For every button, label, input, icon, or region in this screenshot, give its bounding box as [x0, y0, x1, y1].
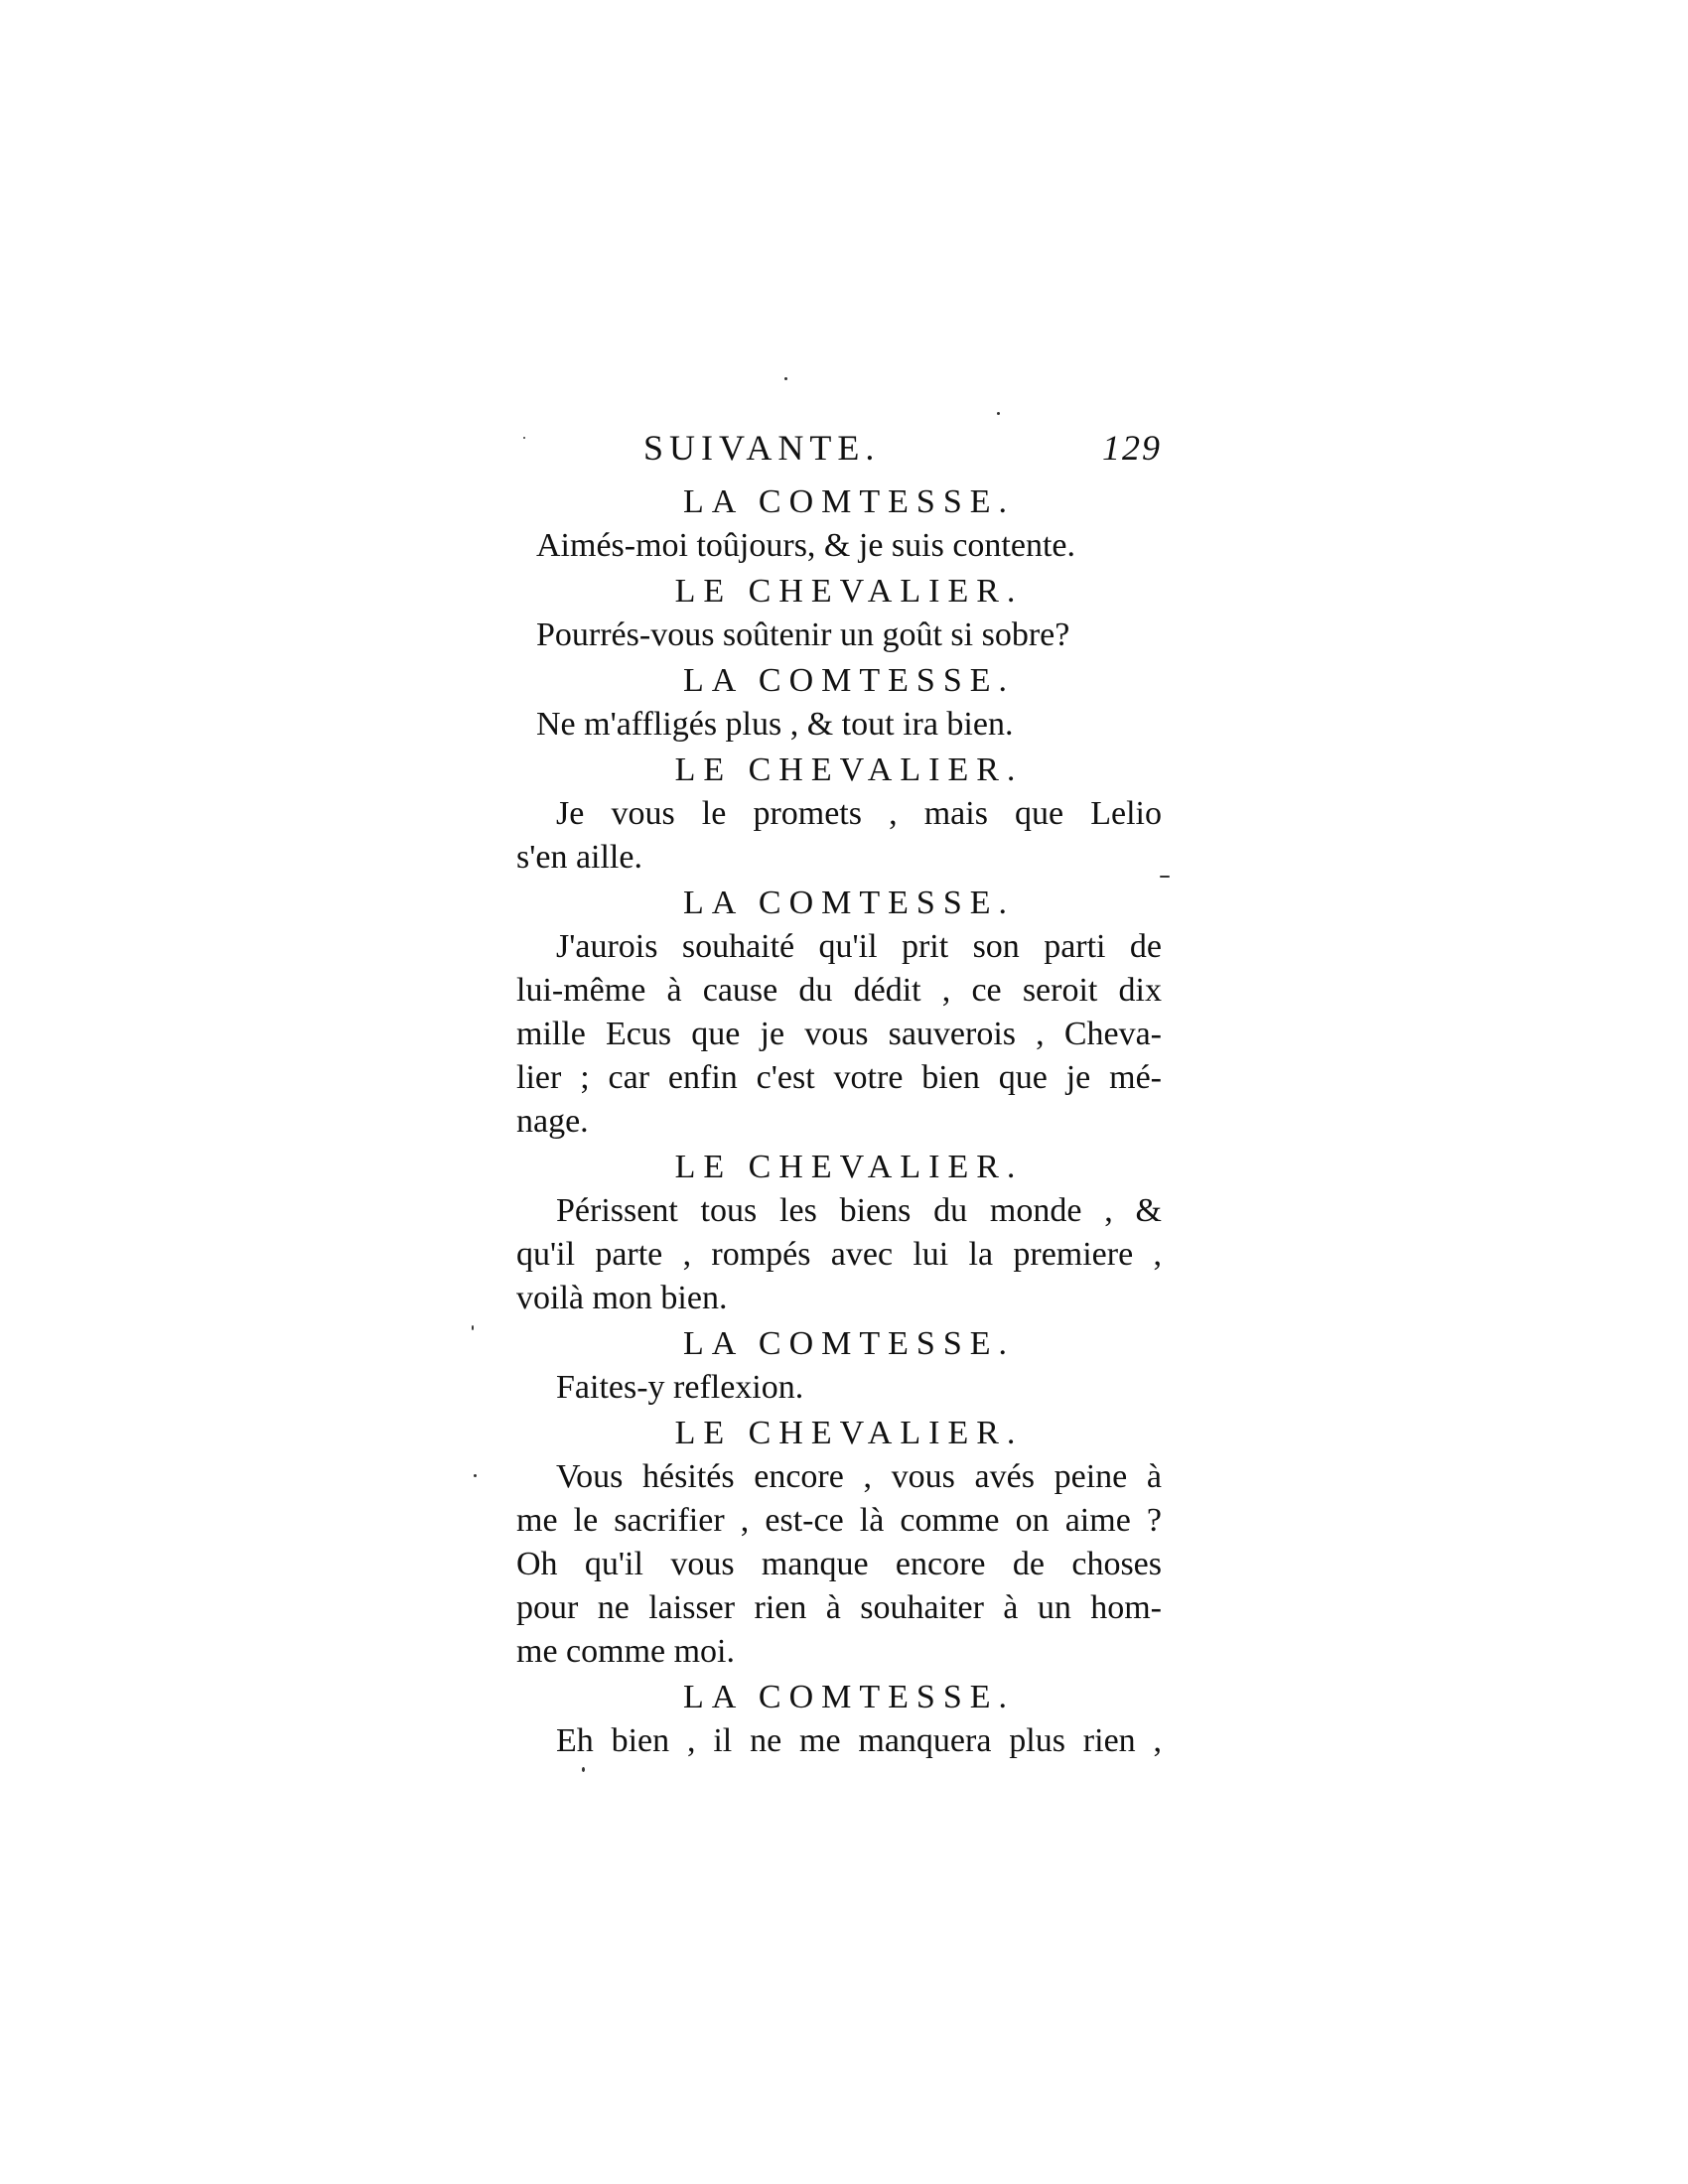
speaker-name: LE CHEVALIER. — [674, 573, 1024, 610]
ink-speck — [582, 1767, 585, 1772]
speech — [516, 1412, 1162, 1674]
speech-line: qu'il parte , rompés avec lui la premiere , — [516, 1236, 1162, 1273]
speech — [516, 1146, 1162, 1320]
speech-line: Faites-y reflexion. — [556, 1369, 804, 1406]
speaker-name: LA COMTESSE. — [682, 483, 1016, 520]
speech-line: lui-même à cause du dédit , ce seroit dix — [516, 972, 1162, 1009]
ink-speck — [474, 1474, 477, 1477]
speech — [516, 1322, 1162, 1410]
speaker-name: LA COMTESSE. — [682, 885, 1016, 921]
speech-line: Pourrés-vous soûtenir un goût si sobre? — [536, 616, 1070, 653]
speech-line: Vous hésités encore , vous avés peine à — [556, 1458, 1162, 1495]
speech — [516, 570, 1162, 657]
speaker-name: LA COMTESSE. — [682, 1679, 1016, 1715]
speech — [516, 1676, 1162, 1763]
speech-line: Eh bien , il ne me manquera plus rien , — [556, 1722, 1162, 1759]
speech — [516, 480, 1162, 568]
speech-line: nage. — [516, 1103, 589, 1140]
speaker-name: LE CHEVALIER. — [674, 1415, 1024, 1451]
text-block — [516, 427, 1162, 1765]
ink-speck — [997, 412, 1000, 415]
speech-line: J'aurois souhaité qu'il prit son parti de — [556, 928, 1162, 965]
speech-line: me le sacrifier , est-ce là comme on aime ? — [516, 1502, 1162, 1539]
speaker-name: LE CHEVALIER. — [674, 1149, 1024, 1185]
speech-line: Je vous le promets , mais que Lelio — [556, 795, 1162, 832]
speaker-name: LA COMTESSE. — [682, 1325, 1016, 1362]
speech — [516, 882, 1162, 1144]
page-number: 129 — [1102, 428, 1162, 468]
running-title: SUIVANTE. — [643, 428, 881, 468]
speaker-name: LE CHEVALIER. — [674, 751, 1024, 788]
speech-line: me comme moi. — [516, 1633, 736, 1670]
speech-line: lier ; car enfin c'est votre bien que je mé- — [516, 1059, 1162, 1096]
speech — [516, 749, 1162, 880]
ink-speck — [472, 1325, 474, 1330]
speech-line: Aimés-moi toûjours, & je suis contente. — [536, 527, 1075, 564]
speech-line: Oh qu'il vous manque encore de choses — [516, 1546, 1162, 1582]
speech-line: Ne m'affligés plus , & tout ira bien. — [536, 706, 1014, 743]
speech-line: Périssent tous les biens du monde , & — [556, 1192, 1162, 1229]
speech-line: voilà mon bien. — [516, 1280, 728, 1316]
speech-line: pour ne laisser rien à souhaiter à un hom- — [516, 1589, 1162, 1626]
speech — [516, 659, 1162, 747]
running-head — [516, 427, 1162, 480]
speech-line: s'en aille. — [516, 839, 642, 876]
speech-line: mille Ecus que je vous sauverois , Cheva- — [516, 1016, 1162, 1052]
ink-speck — [784, 377, 787, 380]
speaker-name: LA COMTESSE. — [682, 662, 1016, 699]
